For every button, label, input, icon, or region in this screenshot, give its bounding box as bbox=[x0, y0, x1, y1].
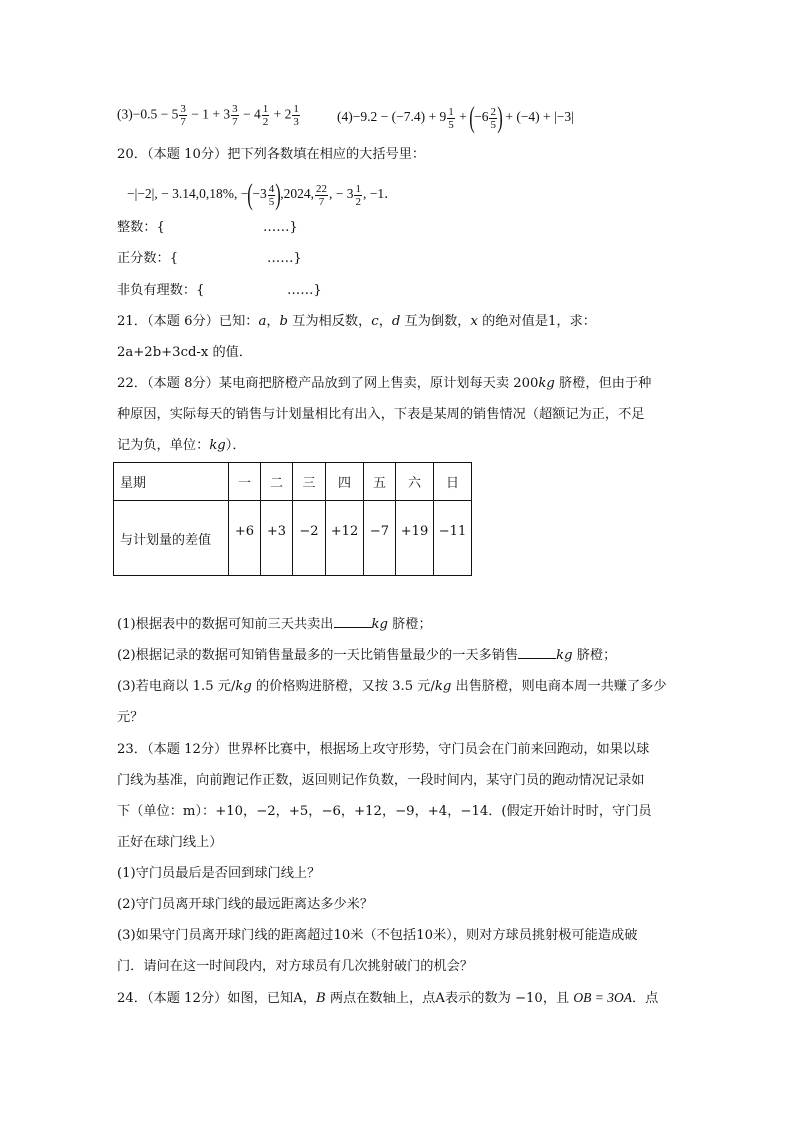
table-cell-day: 五 bbox=[364, 463, 396, 501]
q23-line: 下（单位：m）：+10，−2，+5，−6，+12，−9，+4，−14．(假定开始计时时，守门员 bbox=[117, 804, 652, 819]
q20-set-positive-fractions: 正分数：{ ……} bbox=[117, 251, 302, 266]
table-cell-value: −11 bbox=[434, 501, 472, 576]
table-row-weekday bbox=[114, 463, 472, 501]
table-cell-value: +12 bbox=[326, 501, 364, 576]
q23-subquestion-2: (2)守门员离开球门线的最远距离达多少米？ bbox=[117, 897, 374, 912]
table-header-weekday: 星期 bbox=[114, 463, 229, 501]
q23-line: 门线为基准，向前跑记作正数，返回则记作负数，一段时间内，某守门员的跑动情况记录如 bbox=[117, 773, 645, 788]
table-header-difference: 与计划量的差值 bbox=[114, 501, 229, 576]
sales-table bbox=[113, 462, 472, 576]
q23-line: 正好在球门线上） bbox=[117, 835, 223, 850]
q20-set-nonnegative-rationals: 非负有理数：{ ……} bbox=[117, 283, 322, 298]
table-cell-value: +6 bbox=[229, 501, 261, 576]
q22-line2: 种原因，实际每天的销售与计划量相比有出入，下表是某周的销售情况（超额记为正，不足 bbox=[117, 407, 645, 422]
q21-expression: 2a+2b+3cd-x 的值． bbox=[117, 345, 253, 360]
table-cell-value: −2 bbox=[293, 501, 326, 576]
table-cell-day: 一 bbox=[229, 463, 261, 501]
q22-line1: 22．（本题 8分）某电商把脐橙产品放到了网上售卖，原计划每天卖 200kg 脐橙，但由于种 bbox=[117, 376, 652, 391]
q19-part3: (3)−0.5 − 5 $\frac{3}{7}$ − 1 + 3 $\frac{3}{7}$ − 4 $\frac{1}{2}$ + 2 $\frac{1}{3}$ bbox=[117, 103, 299, 128]
table-cell-value: +19 bbox=[396, 501, 434, 576]
q22-line3: 记为负，单位：kg）． bbox=[117, 438, 246, 453]
table-cell-day: 二 bbox=[261, 463, 293, 501]
table-cell-value: +3 bbox=[261, 501, 293, 576]
q23-subquestion-1: (1)守门员最后是否回到球门线上？ bbox=[117, 866, 321, 881]
q20-number-list: −|−2|, − 3.14,0,18%, −(−3 $\frac{4}{5}$ ),2024, $\frac{22}{7}$ , − 3 $\frac{1}{2}$ , −1． bbox=[127, 178, 398, 211]
q22-subquestion-3: (3)若电商以 1.5 元/kg 的价格购进脐橙，又按 3.5 元/kg 出售脐橙，则电商本周一共赚了多少 bbox=[117, 679, 667, 694]
q20-set-integers: 整数：{ ……} bbox=[117, 220, 298, 235]
answer-blank bbox=[518, 646, 556, 659]
table-cell-day: 四 bbox=[326, 463, 364, 501]
table-cell-value: −7 bbox=[364, 501, 396, 576]
q22-subquestion-1: (1)根据表中的数据可知前三天共卖出 kg 脐橙； bbox=[117, 617, 432, 632]
table-row-difference bbox=[114, 501, 472, 576]
q20-title: 20．（本题 10分）把下列各数填在相应的大括号里： bbox=[117, 147, 426, 162]
answer-blank bbox=[334, 615, 372, 628]
table-cell-day: 六 bbox=[396, 463, 434, 501]
q23-subquestion-3: (3)如果守门员离开球门线的距离超过10米（不包括10米），则对方球员挑射极可能造成破 bbox=[117, 928, 638, 943]
q24-title: 24．（本题 12分）如图，已知A，B 两点在数轴上，点A表示的数为 −10，且 OB = 3OA．点 bbox=[117, 990, 659, 1006]
table-cell-day: 日 bbox=[434, 463, 472, 501]
q23-line: 23．（本题 12分）世界杯比赛中，根据场上攻守形势，守门员会在门前来回跑动，如果以球 bbox=[117, 742, 650, 757]
q19-part4: (4)−9.2 − (−7.4) + 9 $\frac{1}{5}$ + (−6 $\frac{2}{5}$ ) + (−4) + |−3| bbox=[337, 101, 574, 134]
q23-subquestion-3-cont: 门．请问在这一时间段内，对方球员有几次挑射破门的机会？ bbox=[117, 959, 474, 974]
table-cell-day: 三 bbox=[293, 463, 326, 501]
q21-title: 21．（本题 6分）已知：a，b 互为相反数，c，d 互为倒数，x 的绝对值是1，求： bbox=[117, 314, 596, 329]
q22-subquestion-3-cont: 元？ bbox=[117, 710, 144, 725]
q22-subquestion-2: (2)根据记录的数据可知销售量最多的一天比销售量最少的一天多销售 kg 脐橙； bbox=[117, 648, 617, 663]
